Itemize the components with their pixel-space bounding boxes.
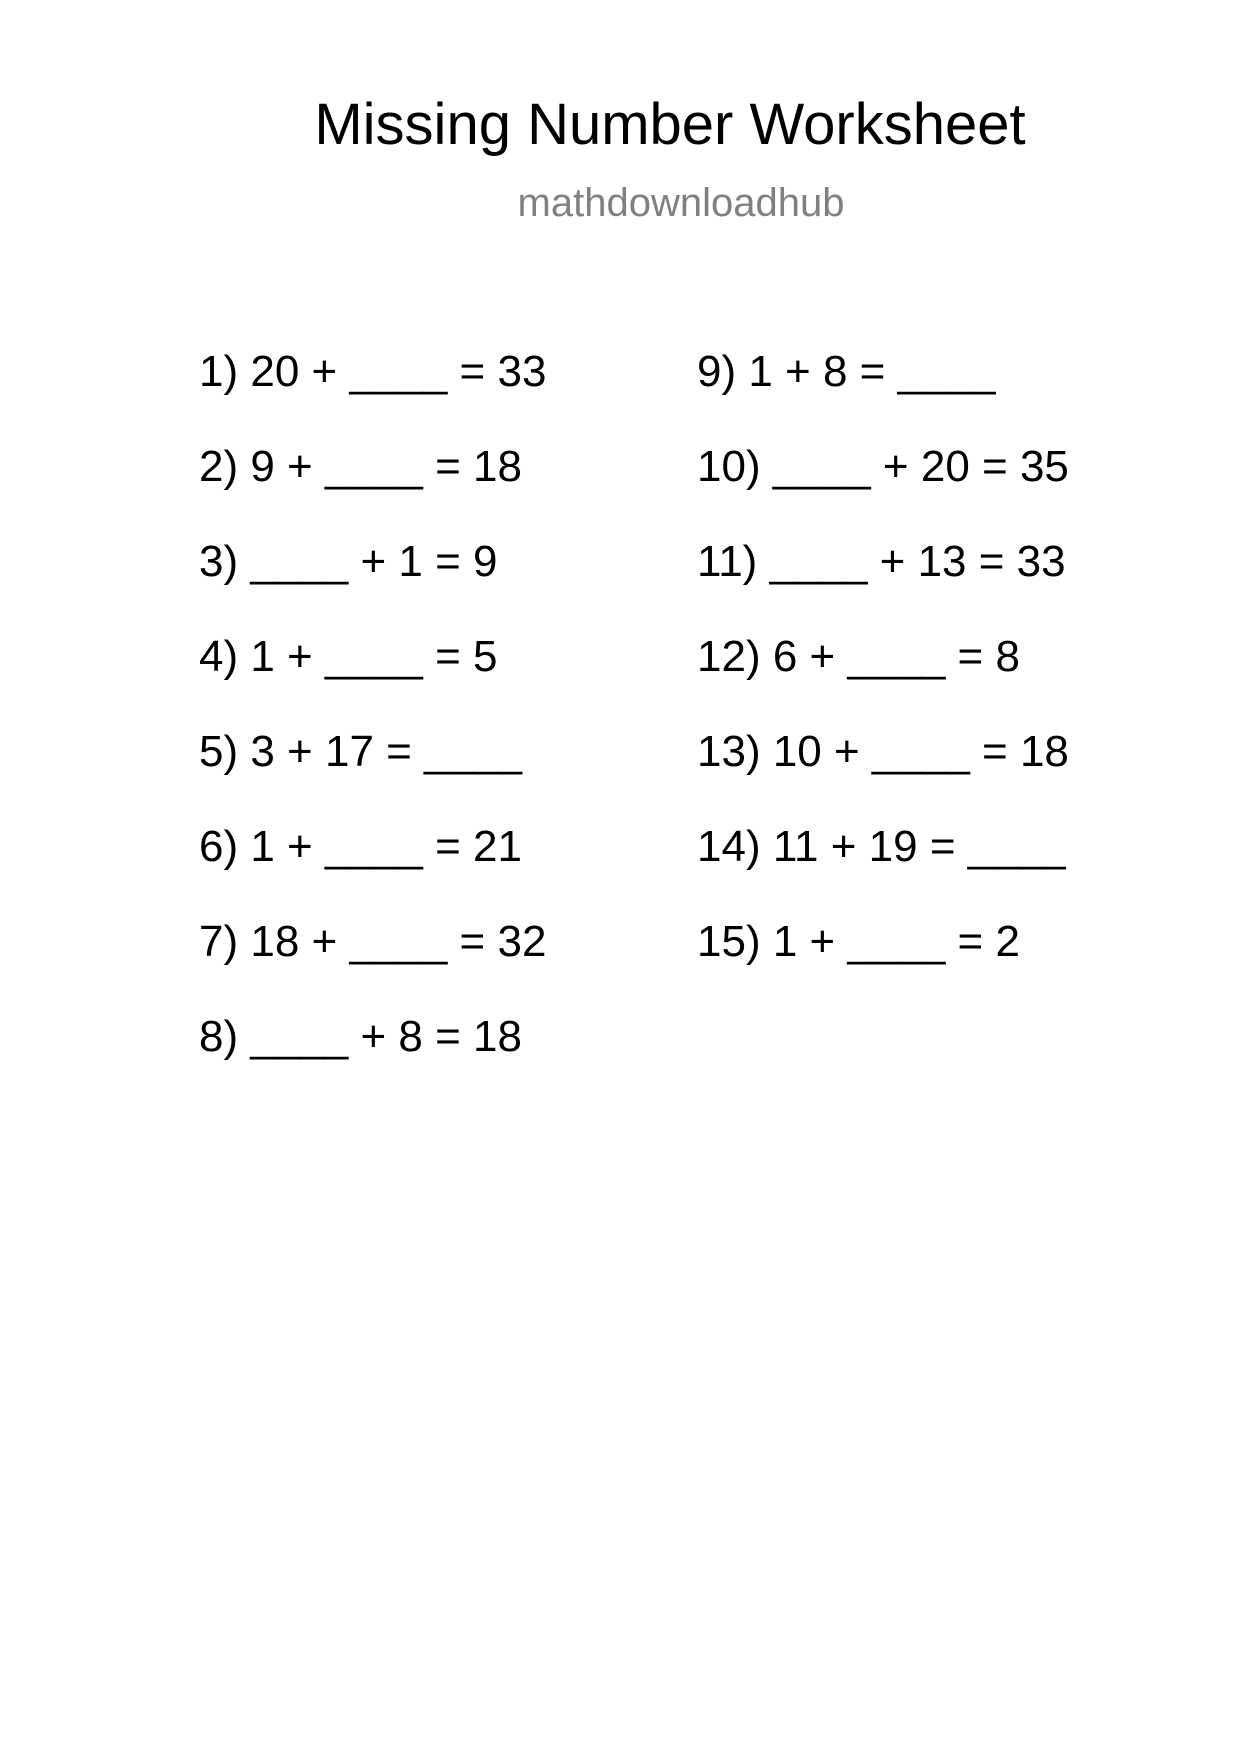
problem-number: 9) xyxy=(697,347,737,396)
problem-number: 7) xyxy=(199,917,239,966)
problem-expression: 3 + 17 = ____ xyxy=(250,727,522,776)
problem-7 xyxy=(199,917,547,1015)
problem-number: 6) xyxy=(199,822,239,871)
problem-expression: ____ + 1 = 9 xyxy=(250,537,498,586)
problem-number: 12) xyxy=(697,632,761,681)
problems-column-left xyxy=(199,347,547,1110)
problem-8 xyxy=(199,1012,546,1110)
problem-expression: 1 + ____ = 2 xyxy=(772,917,1020,966)
problem-1 xyxy=(199,347,547,445)
worksheet-subtitle: mathdownloadhub xyxy=(517,181,845,225)
problem-number: 13) xyxy=(697,727,761,776)
problem-expression: 1 + 8 = ____ xyxy=(748,347,996,396)
problem-6 xyxy=(199,822,546,920)
problem-9 xyxy=(697,347,1069,445)
problem-expression: 10 + ____ = 18 xyxy=(772,727,1069,776)
problem-expression: 18 + ____ = 32 xyxy=(250,917,547,966)
problem-3 xyxy=(199,537,546,635)
problem-expression: 1 + ____ = 5 xyxy=(250,632,498,681)
problem-14 xyxy=(697,822,1069,920)
problem-expression: ____ + 8 = 18 xyxy=(250,1012,522,1061)
problem-10 xyxy=(697,442,1069,540)
problem-expression: 6 + ____ = 8 xyxy=(772,632,1020,681)
problem-number: 2) xyxy=(199,442,239,491)
problem-expression: 11 + 19 = ____ xyxy=(772,822,1066,871)
problem-number: 15) xyxy=(697,917,761,966)
problem-number: 10) xyxy=(697,442,761,491)
problems-column-right xyxy=(697,347,1069,1015)
problem-number: 4) xyxy=(199,632,239,681)
problem-11 xyxy=(697,537,1069,635)
problem-expression: 20 + ____ = 33 xyxy=(250,347,547,396)
problem-5 xyxy=(199,727,546,825)
problem-expression: 1 + ____ = 21 xyxy=(250,822,522,871)
problem-expression: ____ + 13 = 33 xyxy=(769,537,1066,586)
problem-number: 3) xyxy=(199,537,239,586)
problem-number: 11) xyxy=(697,537,758,586)
problem-12 xyxy=(697,632,1069,730)
problem-expression: ____ + 20 = 35 xyxy=(772,442,1069,491)
problem-number: 1) xyxy=(199,347,239,396)
problem-expression: 9 + ____ = 18 xyxy=(250,442,522,491)
problem-number: 5) xyxy=(199,727,239,776)
worksheet-title: Missing Number Worksheet xyxy=(314,92,1026,157)
problem-13 xyxy=(697,727,1069,825)
problem-2 xyxy=(199,442,546,540)
problem-4 xyxy=(199,632,546,730)
problem-number: 14) xyxy=(697,822,761,871)
problem-15 xyxy=(697,917,1069,1015)
problem-number: 8) xyxy=(199,1012,239,1061)
